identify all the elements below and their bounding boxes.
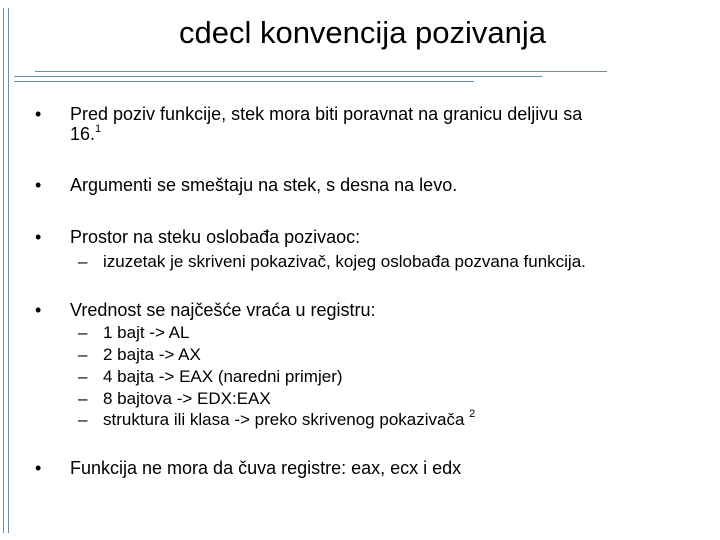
bullet-marker: • [35,458,42,478]
sub-item-text: 8 bajtova -> EDX:EAX [103,389,271,408]
decorative-vertical-line-inner [8,8,9,533]
bullet-text: Argumenti se smeštaju na stek, s desna na levo. [70,175,458,195]
bullet-text: Prostor na steku oslobađa pozivaoc: [70,227,361,247]
footnote-marker: 2 [469,408,476,421]
bullet-text: Vrednost se najčešće vraća u registru: [70,300,376,320]
sub-item-text: struktura ili klasa -> preko skrivenog pokazivača [103,410,465,429]
sub-item-text: izuzetak je skriveni pokazivač, kojeg oslobađa pozvana funkcija. [103,252,586,271]
footnote-marker: 1 [95,123,102,135]
bullet-marker: • [35,227,42,247]
sub-item-text: 4 bajta -> EAX (naredni primjer) [103,367,343,386]
decorative-horizontal-line-top [35,71,607,72]
decorative-vertical-line-outer [3,8,4,533]
decorative-horizontal-line-bottom [14,81,474,82]
bullet-text-continued: 16. [70,124,96,144]
bullet-marker: • [35,104,42,124]
sub-item-marker: – [78,389,88,408]
sub-item-text: 1 bajt -> AL [103,323,190,342]
sub-item-marker: – [78,410,88,429]
sub-item-text: 2 bajta -> AX [103,345,201,364]
sub-item-marker: – [78,367,88,386]
bullet-text: Pred poziv funkcije, stek mora biti poravnat na granicu deljivu sa [70,104,583,124]
bullet-text: Funkcija ne mora da čuva registre: eax, ecx i edx [70,458,462,478]
bullet-marker: • [35,300,42,320]
bullet-marker: • [35,175,42,195]
sub-item-marker: – [78,252,88,271]
sub-item-marker: – [78,323,88,342]
decorative-horizontal-line-middle [14,76,542,77]
sub-item-marker: – [78,345,88,364]
slide-title: cdecl konvencija pozivanja [178,15,547,50]
